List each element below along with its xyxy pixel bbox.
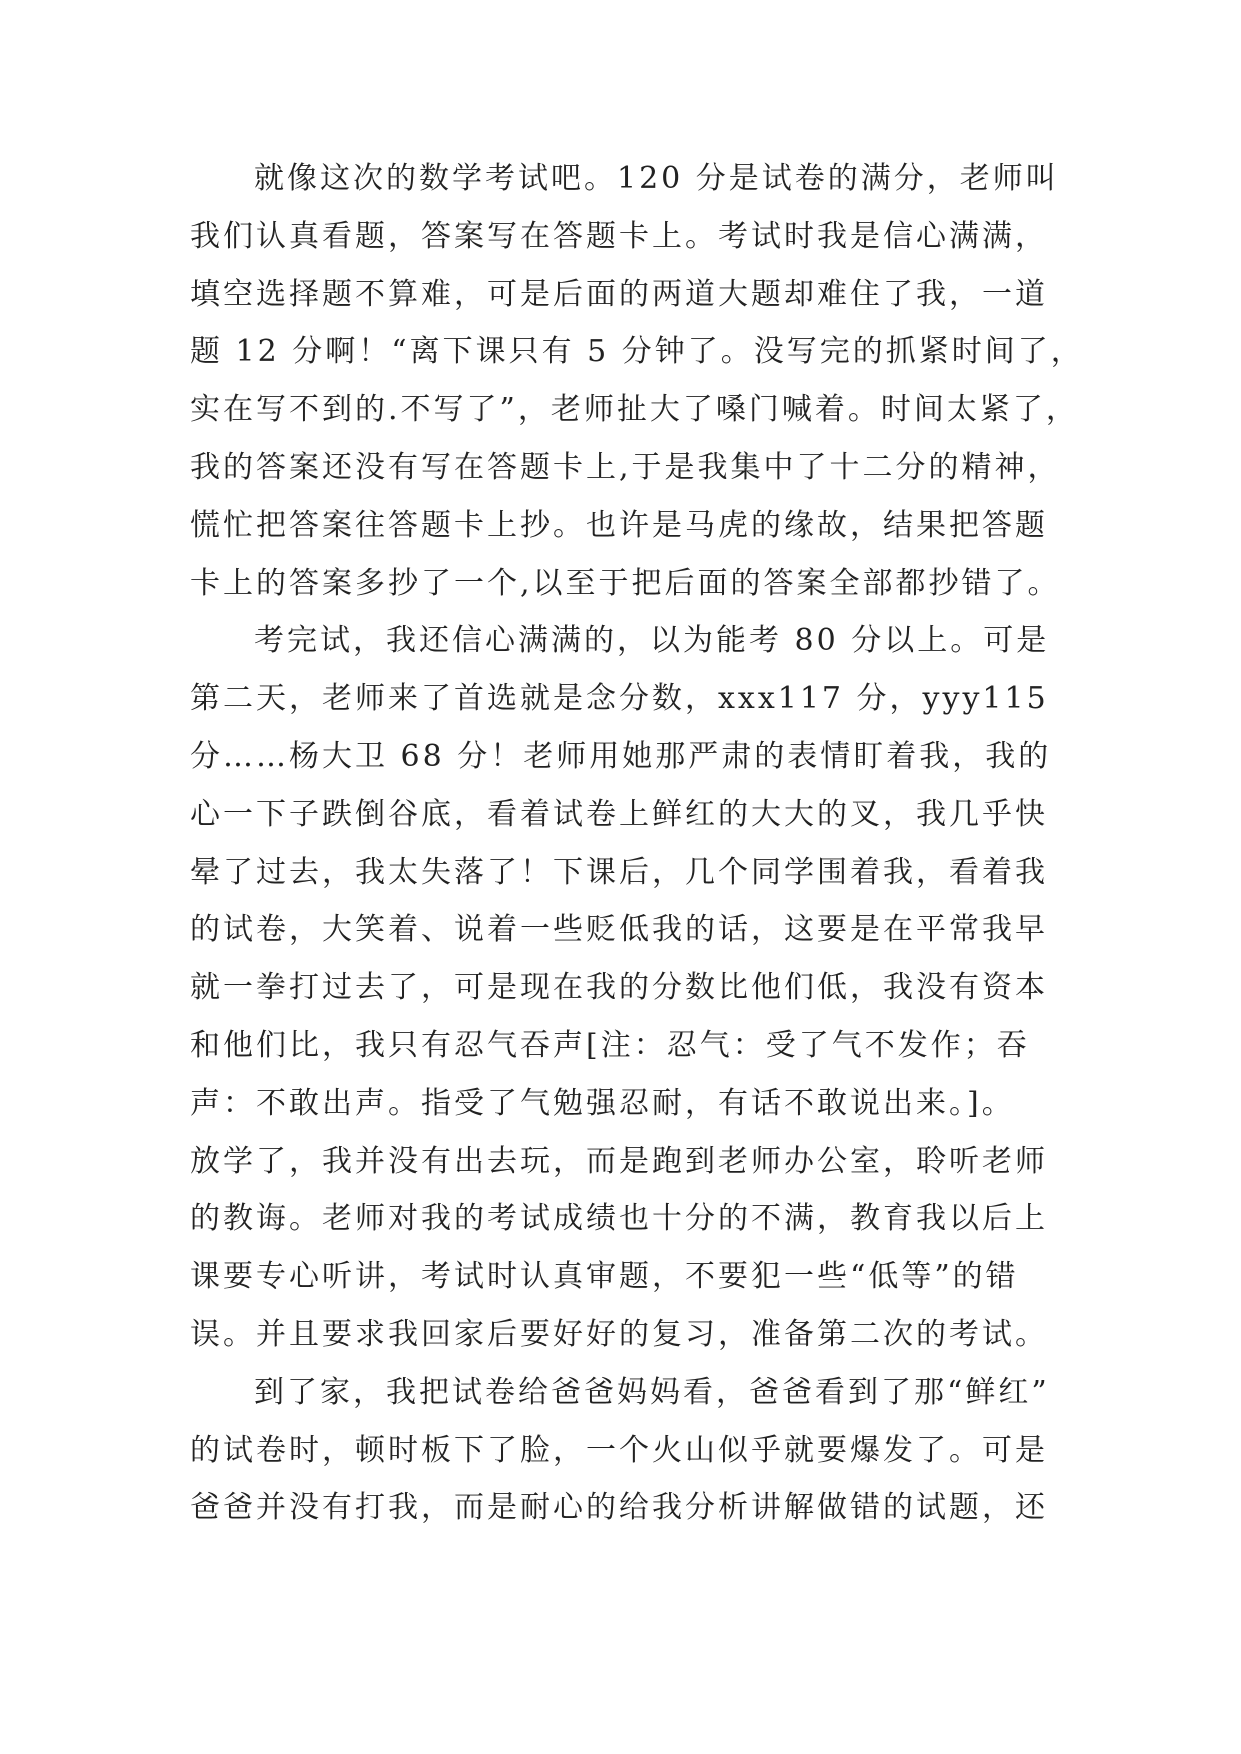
text-line: 卡上的答案多抄了一个,以至于把后面的答案全部都抄错了。 (190, 565, 1061, 601)
text-line: 就一拳打过去了，可是现在我的分数比他们低，我没有资本 (190, 970, 1048, 1006)
text-line: 到了家，我把试卷给爸爸妈妈看，爸爸看到了那“鲜红” (254, 1374, 1050, 1410)
text-line: 我的答案还没有写在答题卡上,于是我集中了十二分的精神， (190, 449, 1061, 485)
text-line: 误。并且要求我回家后要好好的复习，准备第二次的考试。 (190, 1316, 1048, 1352)
text-line: 我们认真看题，答案写在答题卡上。考试时我是信心满满， (190, 218, 1048, 254)
text-line: 放学了，我并没有出去玩，而是跑到老师办公室，聆听老师 (190, 1143, 1048, 1179)
text-line: 分……杨大卫 68 分！老师用她那严肃的表情盯着我，我的 (190, 738, 1052, 774)
text-line: 的试卷，大笑着、说着一些贬低我的话，这要是在平常我早 (190, 912, 1048, 948)
text-line: 第二天，老师来了首选就是念分数，xxx117 分，yyy115 (190, 681, 1049, 717)
text-line: 和他们比，我只有忍气吞声[注：忍气：受了气不发作；吞 (190, 1027, 1030, 1063)
text-line: 的教诲。老师对我的考试成绩也十分的不满，教育我以后上 (190, 1201, 1048, 1237)
text-line: 慌忙把答案往答题卡上抄。也许是马虎的缘故，结果把答题 (190, 507, 1048, 543)
text-line: 课要专心听讲，考试时认真审题，不要犯一些“低等”的错 (190, 1259, 1019, 1295)
text-line: 填空选择题不算难，可是后面的两道大题却难住了我，一道 (190, 276, 1048, 312)
text-line: 考完试，我还信心满满的，以为能考 80 分以上。可是 (254, 623, 1050, 659)
text-line: 声：不敢出声。指受了气勉强忍耐，有话不敢说出来。]。 (190, 1085, 1015, 1121)
body-text (190, 150, 1090, 1537)
text-line: 就像这次的数学考试吧。120 分是试卷的满分，老师叫 (254, 161, 1059, 196)
text-line: 心一下子跌倒谷底，看着试卷上鲜红的大大的叉，我几乎快 (190, 796, 1048, 832)
text-line: 实在写不到的.不写了”，老师扯大了嗓门喊着。时间太紧了， (190, 392, 1079, 428)
text-line: 题 12 分啊！“离下课只有 5 分钟了。没写完的抓紧时间了， (190, 334, 1084, 370)
text-line: 的试卷时，顿时板下了脸，一个火山似乎就要爆发了。可是 (190, 1432, 1048, 1468)
text-line: 爸爸并没有打我，而是耐心的给我分析讲解做错的试题，还 (190, 1490, 1048, 1526)
text-line: 晕了过去，我太失落了！下课后，几个同学围着我，看着我 (190, 854, 1048, 890)
